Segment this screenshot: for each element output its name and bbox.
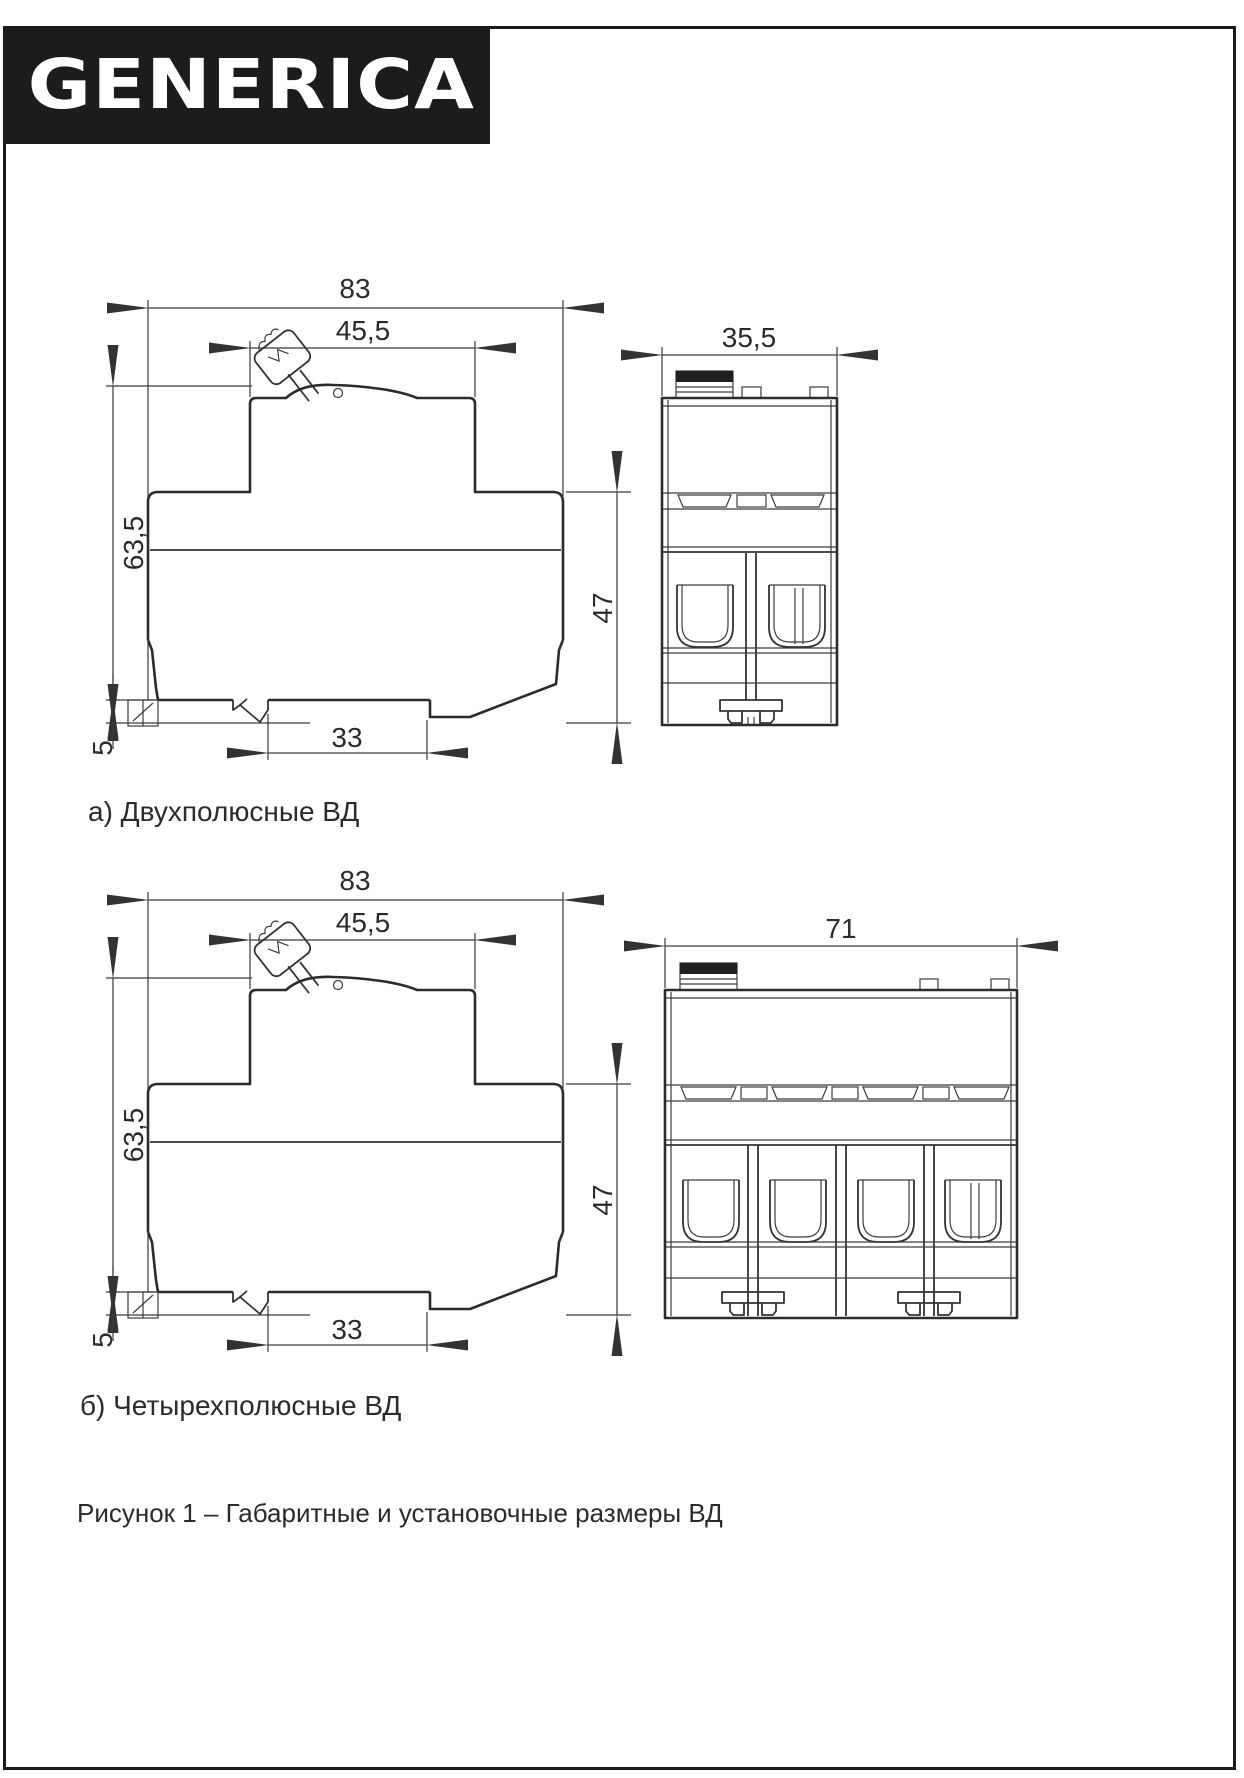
dim-recess-width-a: 33 [331,722,363,753]
terminal-opening [945,1180,1001,1242]
side-view-2pole [106,300,631,760]
din-latch-icon [898,1292,960,1315]
din-clip-icon [676,371,733,398]
caption-figure-b: б) Четырехполюсные ВД [80,1390,402,1421]
dim-mount-height-b: 47 [587,1184,618,1216]
front-view-4pole [665,938,1017,1318]
dim-top-width-b: 45,5 [335,907,391,938]
figure-caption: Рисунок 1 – Габаритные и установочные размеры ВД [77,1498,723,1528]
terminal-opening [770,1180,826,1242]
din-latch-icon [720,700,782,723]
dim-recess-width-b: 33 [331,1314,363,1345]
dim-front-width-a: 35,5 [721,322,777,353]
dim-rail-height-a: 5 [87,740,118,756]
dim-rail-height-b: 5 [87,1332,118,1348]
terminal-opening [677,585,733,647]
terminal-opening [858,1180,914,1242]
brand-name: GENERICA [27,45,476,125]
front-view-2pole [662,347,837,725]
caption-figure-a: а) Двухполюсные ВД [88,796,360,827]
dim-top-width-a: 45,5 [335,315,391,346]
dim-overall-width-b: 83 [339,865,371,896]
dim-body-height-a: 63,5 [118,515,149,571]
dim-mount-height-a: 47 [587,592,618,624]
terminal-opening [769,585,825,647]
dim-overall-width-a: 83 [339,273,371,304]
dim-body-height-b: 63,5 [118,1107,149,1163]
din-latch-icon [722,1292,784,1315]
dim-front-width-b: 71 [825,913,857,944]
side-view-4pole [106,892,631,1352]
din-clip-icon [680,963,737,990]
terminal-opening [683,1180,739,1242]
